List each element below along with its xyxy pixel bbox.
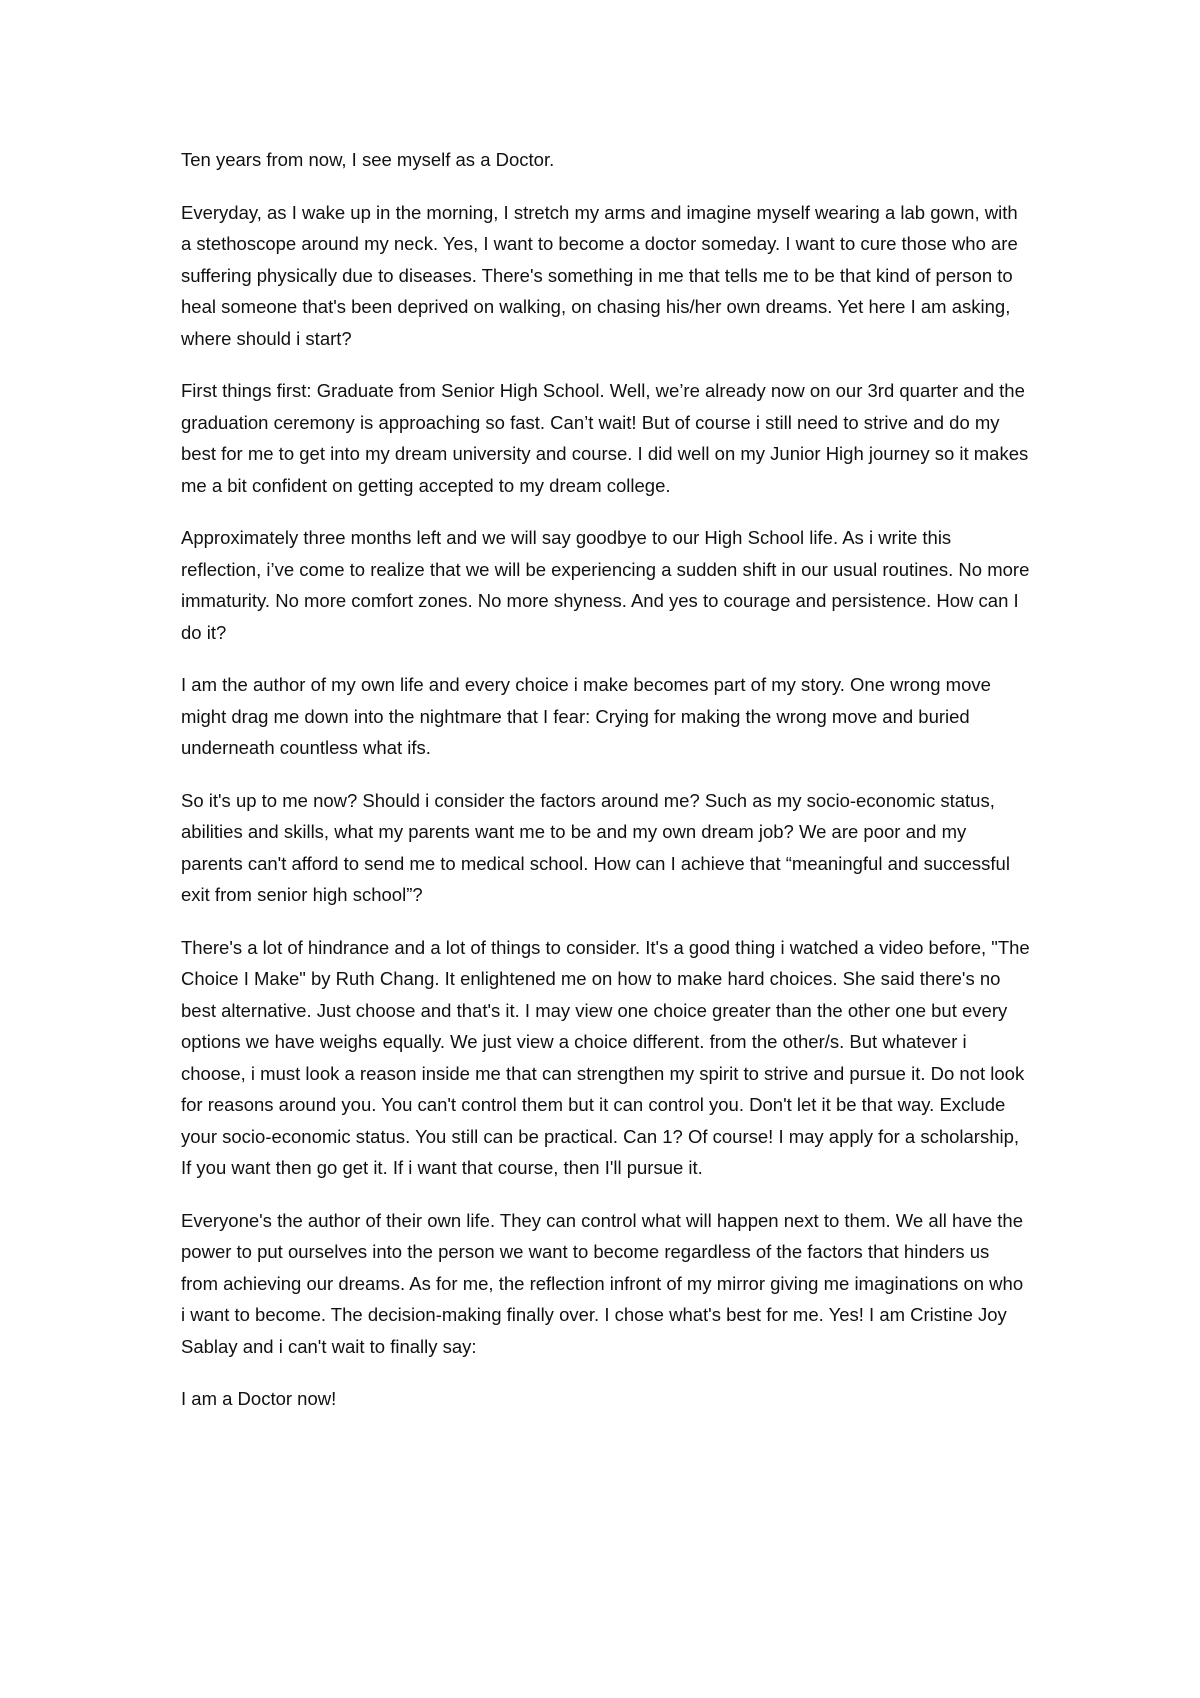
paragraph-3: First things first: Graduate from Senior High School. Well, we’re already now on our 3rd quarter and the graduation ceremony is approaching so fast. Can’t wait! But of course i still need to strive and do my best for me to get into my dream university and course. I did well on my Junior High journey so it makes me a bit confident on getting accepted to my dream college. [181, 380, 1029, 496]
paragraph-9: I am a Doctor now! [181, 1388, 337, 1409]
paragraph-4: Approximately three months left and we will say goodbye to our High School life. As i write this reflection, i’ve come to realize that we will be experiencing a sudden shift in our usual routines. No more immaturity. No more comfort zones. No more shyness. And yes to courage and persistence. How can I do it? [181, 527, 1030, 643]
paragraph-6: So it's up to me now? Should i consider the factors around me? Such as my socio-economic status, abilities and skills, what my parents want me to be and my own dream job? We are poor and my parents can't afford to send me to medical school. How can I achieve that “meaningful and successful exit from senior high school”? [181, 789, 1010, 905]
paragraph-8: Everyone's the author of their own life. They can control what will happen next to them. We all have the power to put ourselves into the person we want to become regardless of the factors that hinders us from achieving our dreams. As for me, the reflection infront of my mirror giving me imaginations on who i want to become. The decision-making finally over. I chose what's best for me. Yes! I am Cristine Joy Sablay and i can't wait to finally say: [181, 1209, 1024, 1357]
paragraph-5: I am the author of my own life and every choice i make becomes part of my story. One wrong move might drag me down into the nightmare that I fear: Crying for making the wrong move and buried underneath countless what ifs. [181, 674, 991, 758]
document-body [181, 144, 1031, 1436]
paragraph-2: Everyday, as I wake up in the morning, I stretch my arms and imagine myself wearing a lab gown, with a stethoscope around my neck. Yes, I want to become a doctor someday. I want to cure those who are suffering physically due to diseases. There's something in me that tells me to be that kind of person to heal someone that's been deprived on walking, on chasing his/her own dreams. Yet here I am asking, where should i start? [181, 201, 1018, 349]
paragraph-7: There's a lot of hindrance and a lot of things to consider. It's a good thing i watched a video before, "The Choice I Make" by Ruth Chang. It enlightened me on how to make hard choices. She said there's no best alternative. Just choose and that's it. I may view one choice greater than the other one but every options we have weighs equally. We just view a choice different. from the other/s. But whatever i choose, i must look a reason inside me that can strengthen my spirit to strive and pursue it. Do not look for reasons around you. You can't control them but it can control you. Don't let it be that way. Exclude your socio-economic status. You still can be practical. Can 1? Of course! I may apply for a scholarship, If you want then go get it. If i want that course, then I'll pursue it. [181, 936, 1030, 1178]
paragraph-1: Ten years from now, I see myself as a Doctor. [181, 149, 555, 170]
